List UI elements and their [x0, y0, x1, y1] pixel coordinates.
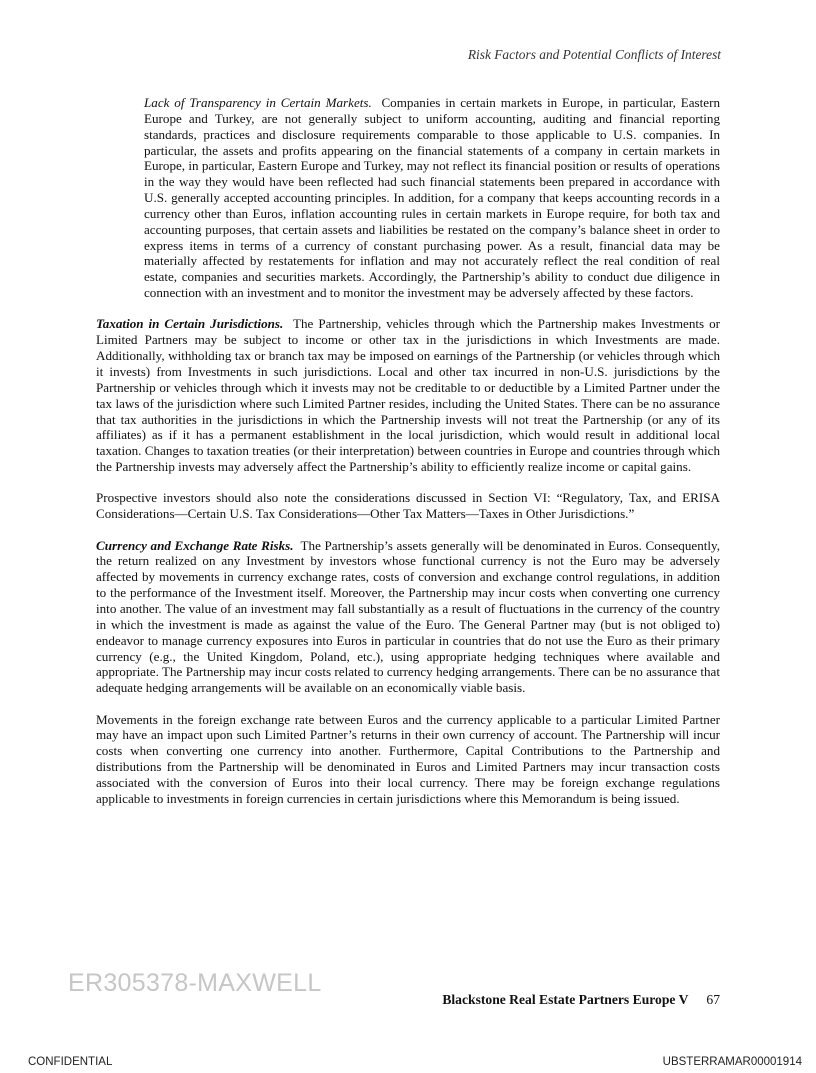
bates-number: UBSTERRAMAR00001914 [662, 1056, 802, 1068]
paragraph-heading: Currency and Exchange Rate Risks. [96, 537, 294, 553]
page-footer [442, 992, 720, 1008]
paragraph-text: Companies in certain markets in Europe, in particular, Eastern Europe and Turkey, are not generally subject to uniform accounting, auditing and financial reporting standards, practices and disclosure requirements comparable to those applicable to U.S. companies. In particular, the assets and profits appearing on the financial statements of a company in certain markets in Europe, in particular, Eastern Europe and Turkey, may not reflect its financial position or results of operations in the way they would have been reflected had such financial statements been prepared in accordance with U.S. generally accepted accounting principles. In addition, for a company that keeps accounting records in a currency other than Euros, inflation accounting rules in certain markets in Europe require, for both tax and accounting purposes, that certain assets and liabilities be restated on the company’s balance sheet in order to express items in terms of a currency of constant purchasing power. As a result, financial data may be materially affected by restatements for inflation and may not accurately reflect the real condition of real estate, companies and securities markets. Accordingly, the Partnership’s ability to conduct due diligence in connection with an investment and to monitor the investment may be adversely affected by these factors. [144, 95, 720, 301]
document-body [96, 95, 720, 822]
page-number: 67 [706, 992, 720, 1007]
paragraph-text: The Partnership, vehicles through which the Partnership makes Investments or Limited Partners may be subject to income or other tax in the jurisdictions in which Investments are made. Additionally, withholding tax or branch tax may be imposed on earnings of the Partnership (or vehicles through which it invests) from Investments in such jurisdictions. Local and other tax incurred in non-U.S. jurisdictions by the Partnership or vehicles through which it invests may not be creditable to or deductible by a Limited Partner under the tax laws of the jurisdiction where such Limited Partner resides, including the United States. There can be no assurance that tax authorities in the jurisdictions in which the Partnership invests will not treat the Partnership (or any of its affiliates) as if it has a permanent establishment in the local jurisdiction, which would result in additional local taxation. Changes to taxation treaties (or their interpretation) between countries in Europe and countries through which the Partnership invests may adversely affect the Partnership’s ability to efficiently realize income or capital gains. [96, 316, 721, 475]
footer-title: Blackstone Real Estate Partners Europe V [442, 992, 689, 1007]
paragraph-text: Movements in the foreign exchange rate between Euros and the currency applicable to a particular Limited Partner may have an impact upon such Limited Partner’s returns in their own currency of account. The Partnership will incur costs when converting one currency into another. Furthermore, Capital Contributions to the Partnership and distributions from the Partnership will be denominated in Euros and Limited Partners may incur transaction costs associated with the conversion of Euros into their local currency. There may be foreign exchange regulations applicable to investments in foreign currencies in certain jurisdictions where this Memorandum is being issued. [96, 711, 720, 806]
paragraph-heading: Lack of Transparency in Certain Markets. [144, 95, 372, 110]
running-header: Risk Factors and Potential Conflicts of Interest [467, 47, 721, 62]
paragraph-currency-risks [96, 538, 720, 696]
paragraph-lack-of-transparency [144, 95, 720, 301]
paragraph-exchange-movements [96, 712, 720, 807]
paragraph-prospective-investors [96, 490, 720, 522]
confidential-stamp: CONFIDENTIAL [28, 1056, 113, 1068]
exhibit-watermark: ER305378-MAXWELL [68, 969, 322, 997]
paragraph-text: The Partnership’s assets generally will be denominated in Euros. Consequently, the return realized on any Investment by investors whose functional currency is not the Euro may be adversely affected by movements in currency exchange rates, costs of conversion and exchange control regulations, in addition to the performance of the Investment itself. Moreover, the Partnership may incur costs when converting one currency into another. The value of an investment may fall substantially as a result of fluctuations in the currency of the country in which the investment is made as against the value of the Euro. The General Partner may (but is not obliged to) endeavor to manage currency exposures into Euros in particular in countries that do not use the Euro as their primary currency (e.g., the United Kingdom, Poland, etc.), using appropriate hedging techniques where available and appropriate. The Partnership may incur costs related to currency hedging arrangements. There can be no assurance that adequate hedging arrangements will be available on an economically viable basis. [96, 537, 720, 696]
paragraph-text: Prospective investors should also note the considerations discussed in Section VI: “Regulatory, Tax, and ERISA Considerations—Certain U.S. Tax Considerations—Other Tax Matters—Taxes in Other Jurisdictions.” [96, 490, 720, 522]
paragraph-heading: Taxation in Certain Jurisdictions. [96, 316, 284, 332]
paragraph-taxation [96, 316, 720, 474]
